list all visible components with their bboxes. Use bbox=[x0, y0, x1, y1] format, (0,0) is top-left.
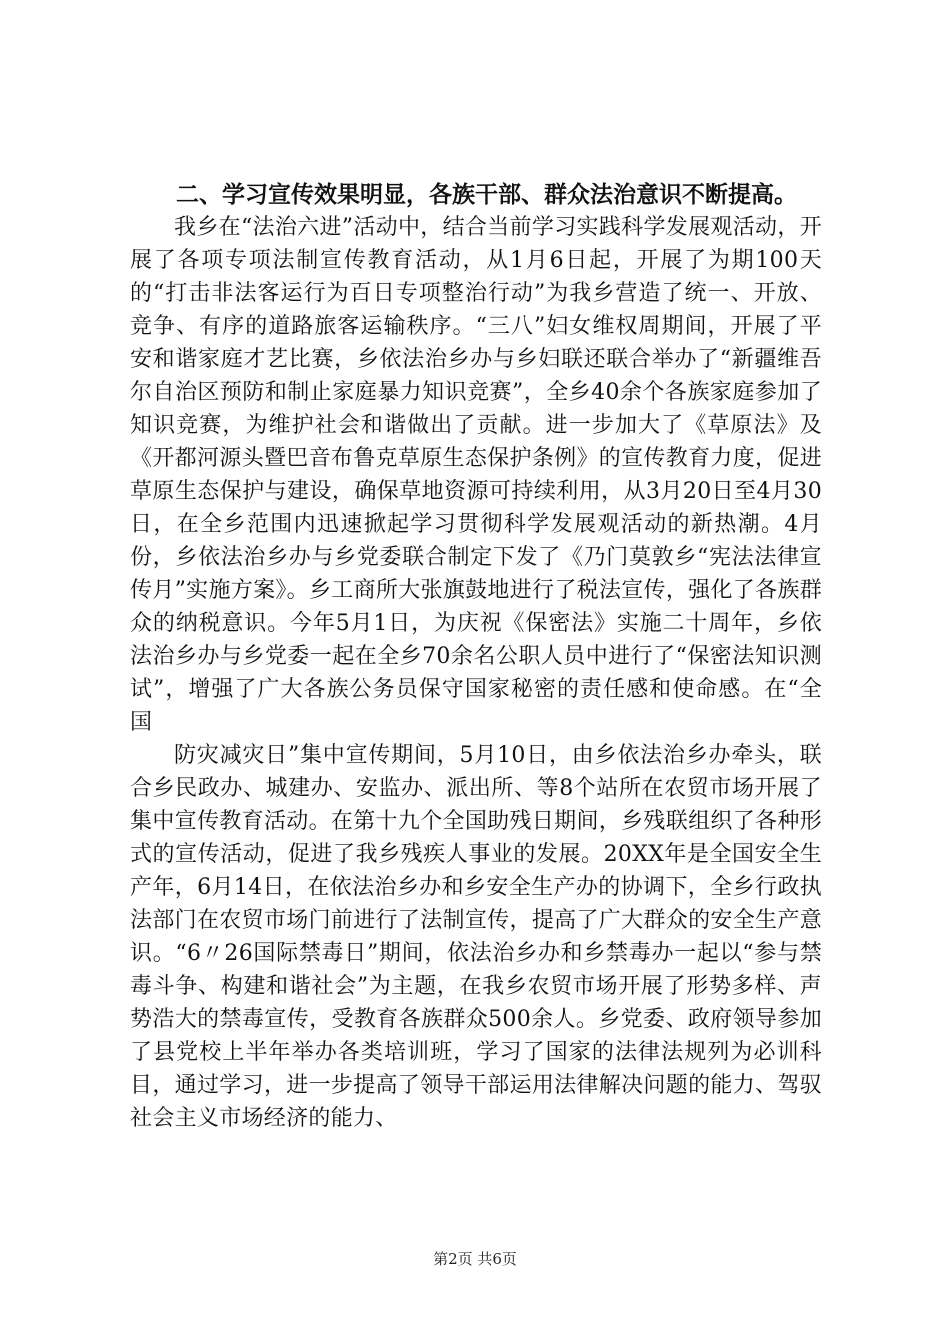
page-number-footer: 第2页 共6页 bbox=[433, 1250, 517, 1268]
body-paragraph-1: 我乡在“法治六进”活动中，结合当前学习实践科学发展观活动，开展了各项专项法制宣传教育活动，从1月6日起，开展了为期100天的“打击非法客运行为百日专项整治行动”为我乡营造了统一、开放、竞争、有序的道路旅客运输秩序。“三八”妇女维权周期间，开展了平安和谐家庭才艺比赛，乡依法治乡办与乡妇联还联合举办了“新疆维吾尔自治区预防和制止家庭暴力知识竞赛”，全乡40余个各族家庭参加了知识竞赛，为维护社会和谐做出了贡献。进一步加大了《草原法》及《开都河源头暨巴音布鲁克草原生态保护条例》的宣传教育力度，促进草原生态保护与建设，确保草地资源可持续利用，从3月20日至4月30日，在全乡范围内迅速掀起学习贯彻科学发展观活动的新热潮。4月份，乡依法治乡办与乡党委联合制定下发了《乃门莫敦乡“宪法法律宣传月”实施方案》。乡工商所大张旗鼓地进行了税法宣传，强化了各族群众的纳税意识。今年5月1日，为庆祝《保密法》实施二十周年，乡依法治乡办与乡党委一起在全乡70余名公职人员中进行了“保密法知识测试”，增强了广大各族公务员保守国家秘密的责任感和使命感。在“全国 bbox=[130, 215, 822, 735]
document-body bbox=[130, 178, 822, 1135]
body-paragraph-2: 防灾减灾日”集中宣传期间，5月10日，由乡依法治乡办牵头，联合乡民政办、城建办、安监办、派出所、等8个站所在农贸市场开展了集中宣传教育活动。在第十九个全国助残日期间，乡残联组织了各种形式的宣传活动，促进了我乡残疾人事业的发展。20XX年是全国安全生产年，6月14日，在依法治乡办和乡安全生产办的协调下，全乡行政执法部门在农贸市场门前进行了法制宣传，提高了广大群众的安全生产意识。“6〃26国际禁毒日”期间，依法治乡办和乡禁毒办一起以“参与禁毒斗争、构建和谐社会”为主题，在我乡农贸市场开展了形势多样、声势浩大的禁毒宣传，受教育各族群众500余人。乡党委、政府领导参加了县党校上半年举办各类培训班，学习了国家的法律法规列为必训科目，通过学习，进一步提高了领导干部运用法律解决问题的能力、驾驭社会主义市场经济的能力、 bbox=[130, 743, 822, 1131]
section-heading: 二、学习宣传效果明显，各族干部、群众法治意识不断提高。 bbox=[176, 181, 797, 208]
